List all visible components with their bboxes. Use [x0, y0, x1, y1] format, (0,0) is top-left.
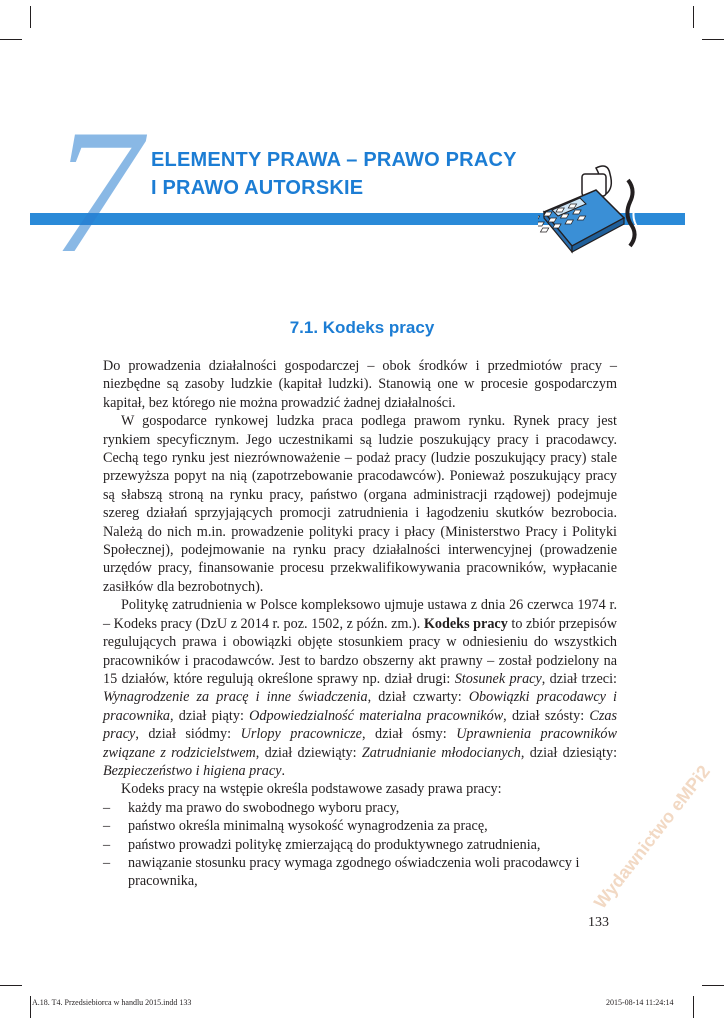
list-item: [103, 817, 617, 835]
paragraph-4: Kodeks pracy na wstępie określa podstawowe zasady prawa pracy:: [121, 781, 502, 798]
p3-text: .: [281, 762, 286, 779]
p3-italic-title: Zatrudnianie młodocianych: [361, 744, 521, 761]
list-dash: –: [103, 799, 111, 816]
footer-file-info: A.18. T4. Przedsiebiorca w handlu 2015.indd 133: [32, 998, 192, 1007]
crop-mark-bottom-left-vertical: [30, 996, 31, 1018]
calculator-icon: [538, 160, 668, 255]
principles-list: [103, 799, 617, 891]
p3-text: , dział ósmy:: [361, 726, 457, 743]
footer-timestamp: 2015-08-14 11:24:14: [606, 998, 674, 1007]
p3-text: , dział siódmy:: [135, 726, 241, 743]
paragraph-3: [103, 596, 617, 780]
list-item: [103, 799, 617, 817]
section-title: 7.1. Kodeks pracy: [289, 318, 435, 337]
p3-italic-title: Czas pracy: [103, 707, 617, 743]
p3-italic-title: Uprawnienia pracowników związane z rodzicielstwem: [103, 726, 617, 761]
chapter-title-line-2: I PRAWO AUTORSKIE: [151, 177, 364, 199]
p3-text: to zbiór przepisów regulujących prawa i obowiązki objęte stosunkiem pracy w odniesieniu do wszystkich pracowników i pracodawców. Jest to bardzo obszerny akt prawny – został podzielony na 15 działów, które regulują określone sprawy np. dział drugi:: [103, 615, 617, 687]
list-dash: –: [103, 854, 111, 871]
crop-mark-bottom-left-horizontal: [0, 985, 22, 986]
list-item-text: państwo prowadzi politykę zmierzającą do produktywnego zatrudnienia,: [128, 836, 541, 853]
p3-text: , dział czwarty:: [367, 689, 469, 706]
page-number: 133: [588, 915, 609, 930]
chapter-number: 7: [52, 92, 141, 290]
p3-italic-title: Obowiązki pracodawcy i pracownika: [103, 689, 617, 724]
list-item-text: nawiązanie stosunku pracy wymaga zgodnego oświadczenia woli pracodawcy i pracownika,: [128, 854, 580, 890]
p3-text: Politykę zatrudnienia w Polsce kompleksowo ujmuje ustawa z dnia 26 czerwca 1974 r. – Kodeks pracy (DzU z 2014 r. poz. 1502, z późn. zm.).: [103, 597, 617, 632]
crop-mark-top-left-vertical: [30, 6, 31, 28]
body-text: [103, 357, 617, 891]
publisher-watermark: Wydawnictwo eMPi2: [590, 761, 714, 913]
p3-italic-title: Urlopy pracownicze: [240, 726, 362, 743]
p3-italic-title: Stosunek pracy: [454, 670, 542, 687]
p3-italic-title: Bezpieczeństwo i higiena pracy: [103, 762, 282, 779]
crop-mark-bottom-right-horizontal: [702, 985, 724, 986]
list-item-text: każdy ma prawo do swobodnego wyboru pracy,: [128, 799, 400, 816]
crop-mark-top-right-vertical: [693, 6, 694, 28]
list-dash: –: [103, 836, 111, 853]
list-dash: –: [103, 818, 111, 835]
paragraph-2: W gospodarce rynkowej ludzka praca podlega prawom rynku. Rynek pracy jest rynkiem specyficznym. Jego uczestnikami są ludzie poszukujący pracy i pracodawcy. Cechą tego rynku jest niezrównoważenie – podaż pracy (ludzie poszukujący pracy) stale przewyższa popyt na nią (zapotrzebowanie pracodawców). Ponieważ poszukujący pracy są słabszą stroną na rynku pracy, państwo (organa administracji rządowej) podejmuje szereg działań sprzyjających promocji zatrudnienia i łagodzeniu skutków bezrobocia. Należą do nich m.in. prowadzenie polityki pracy i płacy (Ministerstwo Pracy i Polityki Społecznej), podejmowanie na rynku pracy działalności interwencyjnej (prowadzenie urzędów pracy, finansowanie procesu przekwalifikowywania pracowników, wypłacanie zasiłków dla bezrobotnych).: [103, 413, 617, 595]
crop-mark-bottom-right-vertical: [693, 996, 694, 1018]
p3-text: , dział szósty:: [503, 707, 590, 724]
p3-italic-title: Wynagrodzenie za pracę i inne świadczenia: [103, 689, 368, 706]
list-item: [103, 854, 617, 891]
chapter-title-line-1: ELEMENTY PRAWA – PRAWO PRACY: [151, 149, 517, 171]
crop-mark-top-left-horizontal: [0, 39, 22, 40]
paragraph-1: Do prowadzenia działalności gospodarczej – obok środków i przedmiotów pracy – niezbędne są zasoby ludzkie (kapitał ludzki). Stanowią one w procesie gospodarczym kapitał, bez którego nie można prowadzić żadnej działalności.: [103, 358, 617, 411]
list-item: [103, 836, 617, 854]
p3-bold-term: Kodeks pracy: [423, 615, 508, 632]
p3-text: , dział dziesiąty:: [520, 744, 618, 761]
list-item-text: państwo określa minimalną wysokość wynagrodzenia za pracę,: [128, 818, 488, 835]
p3-text: , dział trzeci:: [541, 670, 617, 687]
chapter-title: [151, 146, 517, 202]
p3-text: , dział dziewiąty:: [255, 744, 362, 761]
p3-text: , dział piąty:: [170, 707, 250, 724]
p3-italic-title: Odpowiedzialność materialna pracowników: [249, 707, 504, 724]
crop-mark-top-right-horizontal: [702, 39, 724, 40]
